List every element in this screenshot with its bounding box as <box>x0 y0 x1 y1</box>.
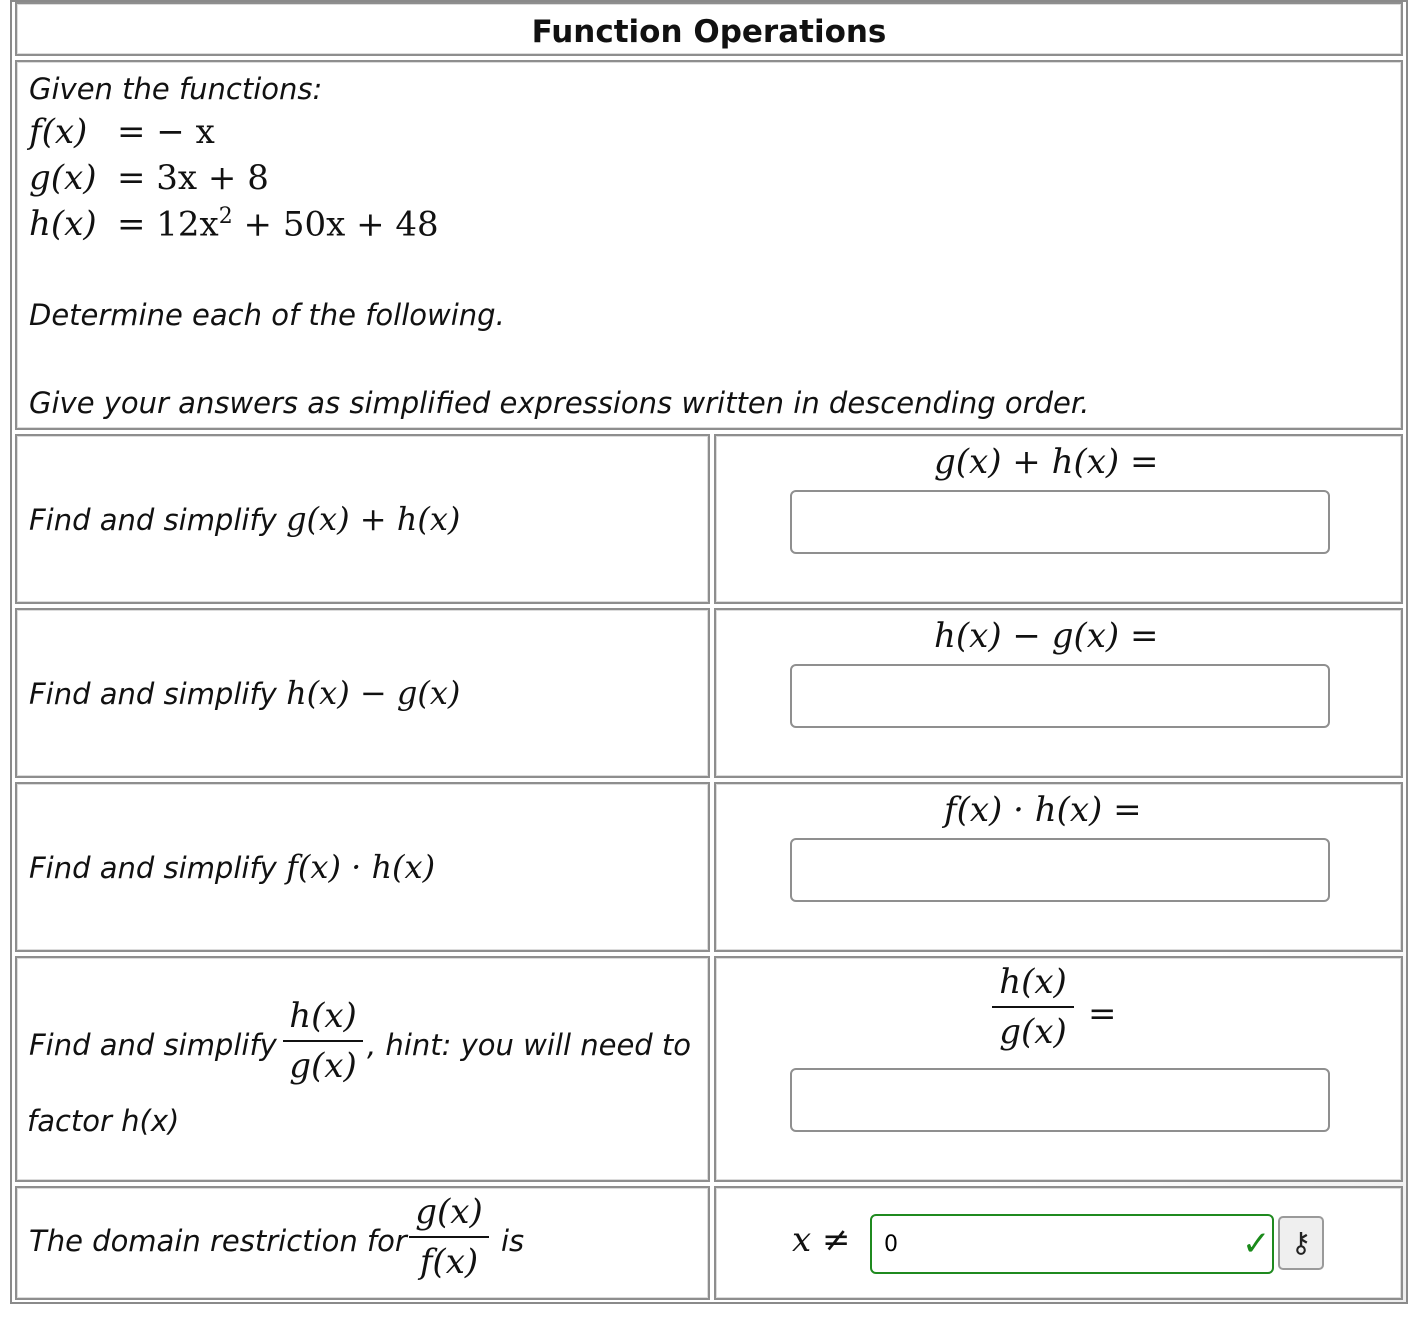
row-4-answer-input[interactable] <box>790 1068 1330 1132</box>
row-3-expression: f(x) · h(x) <box>286 848 436 886</box>
row-4-answer-fraction-bar <box>992 1006 1074 1008</box>
row-4-denominator: g(x) <box>289 1046 357 1086</box>
given-intro: Given the functions: <box>29 72 323 106</box>
row-4-fraction <box>283 996 363 1086</box>
row-3-prompt-text: Find and simplify <box>29 851 277 885</box>
row-4-hint: , hint: you will need to <box>367 1028 692 1062</box>
row-5-answer-cell <box>714 1186 1403 1300</box>
checkmark-icon: ✓ <box>1242 1224 1271 1264</box>
row-1-prompt-cell <box>15 434 710 604</box>
h-definition-rhs <box>117 204 439 244</box>
f-definition-lhs: f(x) <box>29 112 88 152</box>
row-2-answer-label: h(x) − g(x) = <box>934 616 1159 656</box>
row-4-answer-numerator: h(x) <box>999 962 1067 1002</box>
f-definition-rhs: = − x <box>117 112 215 152</box>
row-5-answer-input[interactable] <box>870 1214 1274 1274</box>
row-1-answer-label: g(x) + h(x) = <box>934 442 1159 482</box>
row-5-fraction-bar <box>409 1236 489 1238</box>
h-term-a: = 12x <box>117 204 219 245</box>
row-4-hint-continued: factor h(x) <box>27 1104 180 1138</box>
row-2-prompt-cell <box>15 608 710 778</box>
row-4-numerator: h(x) <box>289 996 357 1036</box>
row-5-answer-label: x ≠ <box>792 1220 851 1260</box>
row-5-prompt-cell <box>15 1186 710 1300</box>
row-3-answer-cell <box>714 782 1403 952</box>
row-1-answer-input[interactable] <box>790 490 1330 554</box>
row-3-prompt-cell <box>15 782 710 952</box>
given-section <box>15 60 1403 430</box>
instructions-text: Give your answers as simplified expressions written in descending order. <box>29 386 1090 420</box>
g-definition-rhs: = 3x + 8 <box>117 158 269 198</box>
row-5-is: is <box>501 1224 525 1258</box>
key-icon[interactable]: ⚷ <box>1278 1216 1324 1270</box>
row-2-expression: h(x) − g(x) <box>286 674 461 712</box>
h-term-b: + 50x + 48 <box>232 204 439 245</box>
title-box <box>15 2 1403 56</box>
h-definition-lhs: h(x) <box>29 204 97 244</box>
row-1-prompt-text: Find and simplify <box>29 503 277 537</box>
row-4-prompt: Find and simplify <box>29 1028 277 1062</box>
row-3-answer-label: f(x) · h(x) = <box>944 790 1142 830</box>
h-exponent: 2 <box>218 204 233 229</box>
row-1-answer-cell <box>714 434 1403 604</box>
page-title: Function Operations <box>531 14 887 50</box>
determine-text: Determine each of the following. <box>29 298 505 332</box>
row-2-prompt-text: Find and simplify <box>29 677 277 711</box>
row-4-equals: = <box>1088 994 1117 1034</box>
row-4-answer-fraction <box>992 962 1074 1052</box>
row-1-expression: g(x) + h(x) <box>286 500 461 538</box>
row-2-answer-input[interactable] <box>790 664 1330 728</box>
row-4-prompt-cell <box>15 956 710 1182</box>
row-1-prompt <box>29 500 460 538</box>
row-2-answer-cell <box>714 608 1403 778</box>
row-4-answer-cell <box>714 956 1403 1182</box>
row-3-prompt <box>29 848 435 886</box>
row-5-denominator: f(x) <box>419 1242 479 1282</box>
row-5-prompt: The domain restriction for <box>29 1224 407 1258</box>
row-3-answer-input[interactable] <box>790 838 1330 902</box>
row-4-answer-denominator: g(x) <box>999 1012 1067 1052</box>
row-5-fraction <box>409 1192 489 1282</box>
row-2-prompt <box>29 674 460 712</box>
row-5-numerator: g(x) <box>415 1192 483 1232</box>
g-definition-lhs: g(x) <box>29 158 97 198</box>
row-4-fraction-bar <box>283 1040 363 1042</box>
